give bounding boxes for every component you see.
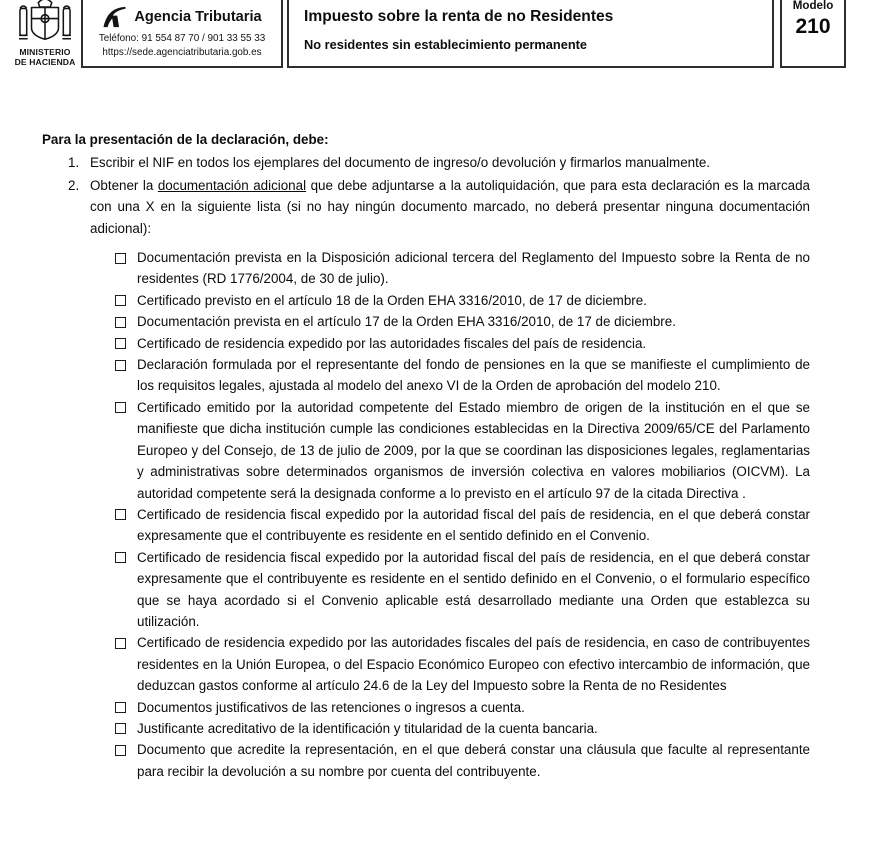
form-title: Impuesto sobre la renta de no Residentes	[304, 8, 614, 25]
form-title-box	[287, 0, 774, 68]
checklist-item-text: Certificado de residencia fiscal expedido por la autoridad fiscal del país de residencia, en el que deberá constar expresamente que el contribuyente es residente en el sentido definido en el Convenio.	[137, 506, 810, 544]
checklist-item-text: Certificado emitido por la autoridad competente del Estado miembro de origen de la institución en el que se manifieste que dicha institución cumple las condiciones establecidas en la Directiva 2009/65/CE del Parlamento Europeo y del Consejo, de 13 de julio de 2009, por la que se coordinan las disposiciones legales, reglamentarias y administrativas sobre determinados organismos de inversión colectiva en valores mobiliarios (OICVM). La autoridad competente será la designada conforme a lo previsto en el artículo 97 de la citada Directiva .	[137, 399, 810, 501]
item-2-text-after: que debe adjuntarse a la autoliquidación, que para esta declaración es la marcada con una X en la siguiente lista (si no hay ningún documento marcado, no deberá presentar ninguna documentación adicional):	[90, 177, 811, 236]
instructions-content	[42, 129, 810, 782]
model-label: Modelo	[792, 0, 834, 12]
checklist-item	[115, 333, 810, 354]
ministry-name-line2: DE HACIENDA	[14, 56, 76, 67]
checkbox-icon	[115, 402, 126, 413]
checklist-item-text: Certificado de residencia fiscal expedido por la autoridad fiscal del país de residencia, en el que deberá constar expresamente que el contribuyente es residente en el sentido definido en el Convenio, o el formulario específico que se haya acordado si el Convenio aplicable está desarrollado mediante una Orden que establezca su utilización.	[137, 549, 810, 629]
checklist-item	[115, 354, 810, 397]
instruction-item-1-text: Escribir el NIF en todos los ejemplares del documento de ingreso/o devolución y firmarlos manualmente.	[90, 154, 710, 170]
model-number: 210	[795, 15, 831, 38]
checkbox-icon	[115, 702, 126, 713]
checklist-item	[115, 547, 810, 633]
checklist-item-text: Documentación prevista en la Disposición adicional tercera del Reglamento del Impuesto sobre la Renta de no residentes (RD 1776/2004, de 30 de julio).	[137, 250, 810, 287]
item-number: 1.	[68, 154, 80, 170]
checklist-item	[115, 718, 810, 739]
checklist-item-text: Certificado de residencia expedido por las autoridades fiscales del país de residencia, en caso de contribuyentes residentes en la Unión Europea, o del Espacio Económico Europeo con efectivo intercambio de información, que deduzcan gastos conforme al artículo 24.6 de la Ley del Impuesto sobre la Renta de no Residentes	[137, 635, 810, 694]
checklist-item-text: Documento que acredite la representación, en el que deberá constar una cláusula que faculte al representante para recibir la devolución a su nombre por cuenta del contribuyente.	[137, 742, 810, 779]
checklist-item	[115, 697, 810, 718]
item-number: 2.	[68, 177, 80, 193]
underlined-phrase: documentación adicional	[157, 177, 307, 193]
checklist-item	[115, 632, 810, 696]
agency-name: Agencia Tributaria	[134, 9, 262, 25]
checkbox-icon	[115, 552, 126, 563]
additional-docs-checklist	[42, 247, 810, 782]
checklist-item	[115, 739, 810, 782]
item-2-text-before: Obtener la	[90, 177, 158, 193]
checkbox-icon	[115, 745, 126, 756]
checklist-item	[115, 311, 810, 332]
checklist-item	[115, 290, 810, 311]
checklist-item-text: Documentación prevista en el artículo 17 de la Orden EHA 3316/2010, de 17 de diciembre.	[137, 314, 676, 330]
model-number-box	[780, 0, 846, 68]
form-subtitle: No residentes sin establecimiento permanente	[304, 37, 588, 52]
spain-coat-of-arms-icon	[16, 0, 74, 46]
instruction-item-2	[42, 175, 810, 239]
checkbox-icon	[115, 360, 126, 371]
checklist-item	[115, 397, 810, 504]
instruction-item-1	[42, 152, 810, 173]
checklist-item-text: Documentos justificativos de las retenciones o ingresos a cuenta.	[137, 699, 525, 715]
checkbox-icon	[115, 638, 126, 649]
checkbox-icon	[115, 723, 126, 734]
checkbox-icon	[115, 338, 126, 349]
agency-header-box	[81, 0, 283, 68]
instruction-item-2-text	[90, 175, 810, 239]
agencia-tributaria-logo-icon	[102, 6, 127, 28]
ministry-emblem-block	[8, 0, 82, 67]
checklist-item	[115, 247, 810, 290]
checkbox-icon	[115, 509, 126, 520]
ministry-name-line1: MINISTERIO	[19, 47, 71, 57]
checklist-item-text: Certificado de residencia expedido por las autoridades fiscales del país de residencia.	[137, 335, 647, 351]
agency-phone: Teléfono: 91 554 87 70 / 901 33 55 33	[98, 33, 266, 44]
checklist-item-text: Justificante acreditativo de la identificación y titularidad de la cuenta bancaria.	[137, 720, 598, 736]
checkbox-icon	[115, 295, 126, 306]
instructions-heading: Para la presentación de la declaración, debe:	[42, 132, 329, 147]
checkbox-icon	[115, 253, 126, 264]
checklist-item	[115, 504, 810, 547]
checkbox-icon	[115, 317, 126, 328]
checklist-item-text: Certificado previsto en el artículo 18 de la Orden EHA 3316/2010, de 17 de diciembre.	[137, 292, 647, 308]
agency-website-link[interactable]: https://sede.agenciatributaria.gob.es	[102, 46, 262, 58]
checklist-item-text: Declaración formulada por el representante del fondo de pensiones en la que se manifieste el cumplimiento de los requisitos legales, ajustada al modelo del anexo VI de la Orden de aprobación del modelo 210.	[137, 357, 810, 394]
